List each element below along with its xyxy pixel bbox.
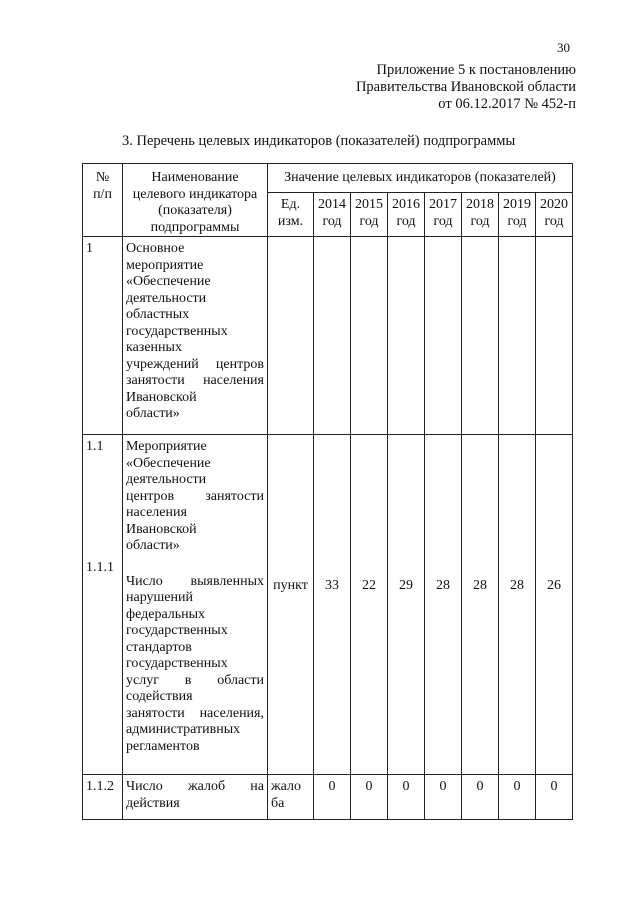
row-value: 0 <box>351 775 388 820</box>
row-name: Основное мероприятие «Обеспечение деятельности областных государственных казенных учреждений центров занятости населения Ивановской области» <box>123 237 268 435</box>
row-value: 0 <box>388 775 425 820</box>
appendix-line: от 06.12.2017 № 452-п <box>438 96 576 112</box>
header-year: 2015 год <box>351 193 388 237</box>
row-value: 29 <box>388 435 425 775</box>
row-value: 0 <box>536 775 573 820</box>
row-num: 1 <box>83 237 123 435</box>
table-row <box>83 237 573 435</box>
header-num: № п/п <box>83 164 123 237</box>
row-value: 26 <box>536 435 573 775</box>
row-num: 1.1.2 <box>83 775 123 820</box>
header-year: 2014 год <box>314 193 351 237</box>
table-row <box>83 435 573 775</box>
row-value: 0 <box>314 775 351 820</box>
row-name: Число жалоб на действия <box>123 775 268 820</box>
row-value: 28 <box>425 435 462 775</box>
header-year: 2016 год <box>388 193 425 237</box>
header-name: Наименование целевого индикатора (показателя) подпрограммы <box>123 164 268 237</box>
row-unit: пункт <box>268 435 314 775</box>
table-row <box>83 775 573 820</box>
appendix-line: Приложение 5 к постановлению <box>376 62 576 78</box>
row-value: 0 <box>425 775 462 820</box>
row-value: 0 <box>462 775 499 820</box>
row-value: 28 <box>499 435 536 775</box>
row-num: 1.1 1.1.1 <box>83 435 123 775</box>
header-year: 2018 год <box>462 193 499 237</box>
row-name: Мероприятие «Обеспечение деятельности центров занятости населения Ивановской области» Число выявленных нарушений федеральных государственных стандартов государственных услуг в области содействия занятости населения, административных регламентов <box>123 435 268 775</box>
row-value: 33 <box>314 435 351 775</box>
row-value: 22 <box>351 435 388 775</box>
appendix-line: Правительства Ивановской области <box>355 79 576 95</box>
row-unit: жало ба <box>268 775 314 820</box>
header-values-title: Значение целевых индикаторов (показателей) <box>268 164 573 193</box>
indicators-table <box>82 163 573 820</box>
row-value: 0 <box>499 775 536 820</box>
header-year: 2017 год <box>425 193 462 237</box>
header-year: 2020 год <box>536 193 573 237</box>
header-year: 2019 год <box>499 193 536 237</box>
page-number: 30 <box>557 40 570 55</box>
appendix-header <box>356 62 576 113</box>
header-unit: Ед. изм. <box>268 193 314 237</box>
row-value: 28 <box>462 435 499 775</box>
section-title: 3. Перечень целевых индикаторов (показателей) подпрограммы <box>122 133 516 149</box>
